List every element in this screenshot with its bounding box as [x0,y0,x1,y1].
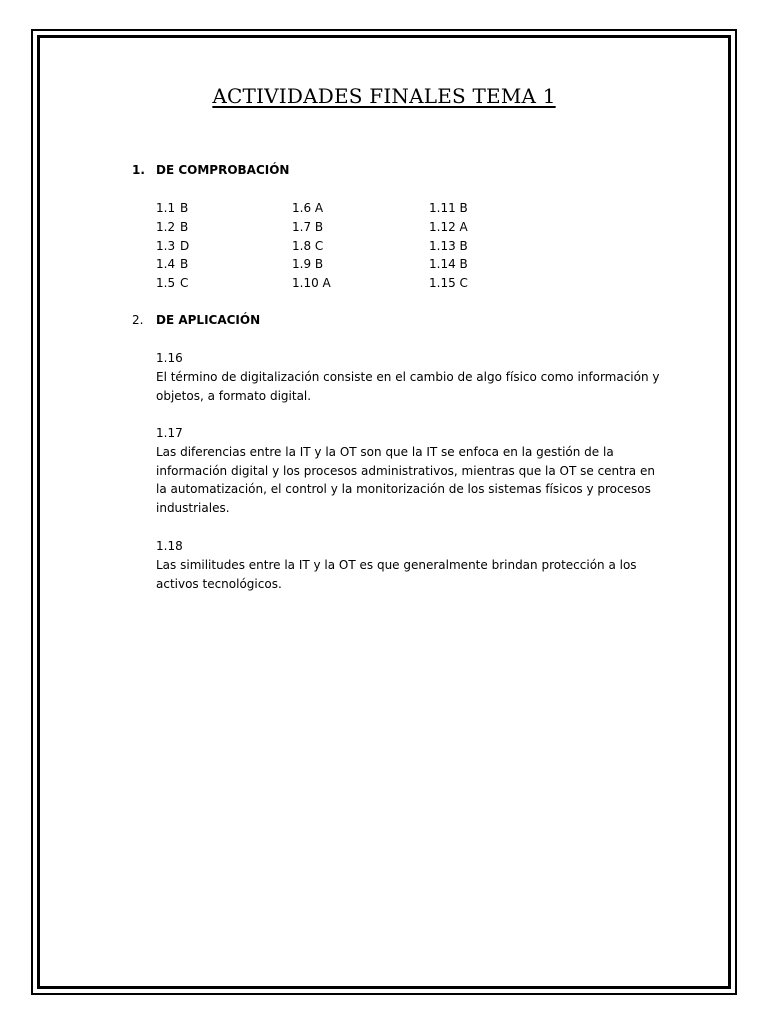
answer-row [292,255,331,274]
answer-row [429,237,468,256]
item-number: 1.17 [156,426,183,440]
question-number: 1.3 [156,238,176,253]
answer-letter: C [180,276,189,291]
answer-row [156,199,189,218]
answers-column-3 [429,199,468,293]
answer-row [156,218,189,237]
answer-letter: A [314,201,324,215]
answer-row [156,274,189,293]
answer-row [429,255,468,274]
answer-row [429,218,468,237]
answer-row [156,255,189,274]
answer-row [156,237,189,256]
answer-row [292,237,331,256]
question-number: 1.5 [156,276,176,291]
question-number: 1.11 [429,201,456,215]
item-number: 1.16 [156,351,183,365]
question-number: 1.10 [292,276,319,291]
answer-letter: B [459,257,468,272]
item-text: Las similitudes entre la IT y la OT es que generalmente brindan protección a los activos tecnológicos. [156,557,637,591]
question-number: 1.2 [156,219,176,234]
answer-letter: A [322,276,331,291]
question-number: 1.4 [156,257,176,272]
answer-letter: C [314,238,324,253]
answer-letter: B [459,238,468,253]
answer-letter: B [180,201,189,215]
section-1-label: DE COMPROBACIÓN [156,163,290,177]
answer-letter: B [459,201,468,215]
item-text: El término de digitalización consiste en el cambio de algo físico como información y objetos, a formato digital. [156,369,660,403]
answers-column-1 [156,199,189,293]
answer-1-17 [156,424,666,518]
section-2-label: DE APLICACIÓN [156,313,261,327]
question-number: 1.7 [292,219,312,234]
item-number: 1.18 [156,539,183,553]
question-number: 1.13 [429,238,456,253]
answer-row [292,274,331,293]
answer-1-18 [156,537,666,593]
document-title: ACTIVIDADES FINALES TEMA 1 [212,84,556,108]
item-text: Las diferencias entre la IT y la OT son que la IT se enfoca en la gestión de la información digital y los procesos administrativos, mientras que la OT se centra en la automatización, el control y la monitorización de los sistemas físicos y procesos industriales. [156,444,655,516]
answer-1-16 [156,349,666,405]
answer-letter: B [180,219,189,234]
question-number: 1.1 [156,201,176,215]
question-number: 1.14 [429,257,456,272]
question-number: 1.9 [292,257,312,272]
question-number: 1.12 [429,219,456,234]
question-number: 1.15 [429,276,456,291]
answer-row [429,199,468,218]
answer-row [429,274,468,293]
answer-letter: B [314,257,324,272]
answers-column-2 [292,199,331,293]
answer-letter: B [314,219,324,234]
answer-letter: D [180,238,190,253]
answer-row [292,199,331,218]
question-number: 1.8 [292,238,312,253]
answer-letter: A [459,219,468,234]
section-2-number: 2. [132,313,144,327]
section-1-number: 1. [132,163,145,177]
question-number: 1.6 [292,201,312,215]
answer-letter: C [459,276,468,291]
answer-letter: B [180,257,189,272]
answer-row [292,218,331,237]
